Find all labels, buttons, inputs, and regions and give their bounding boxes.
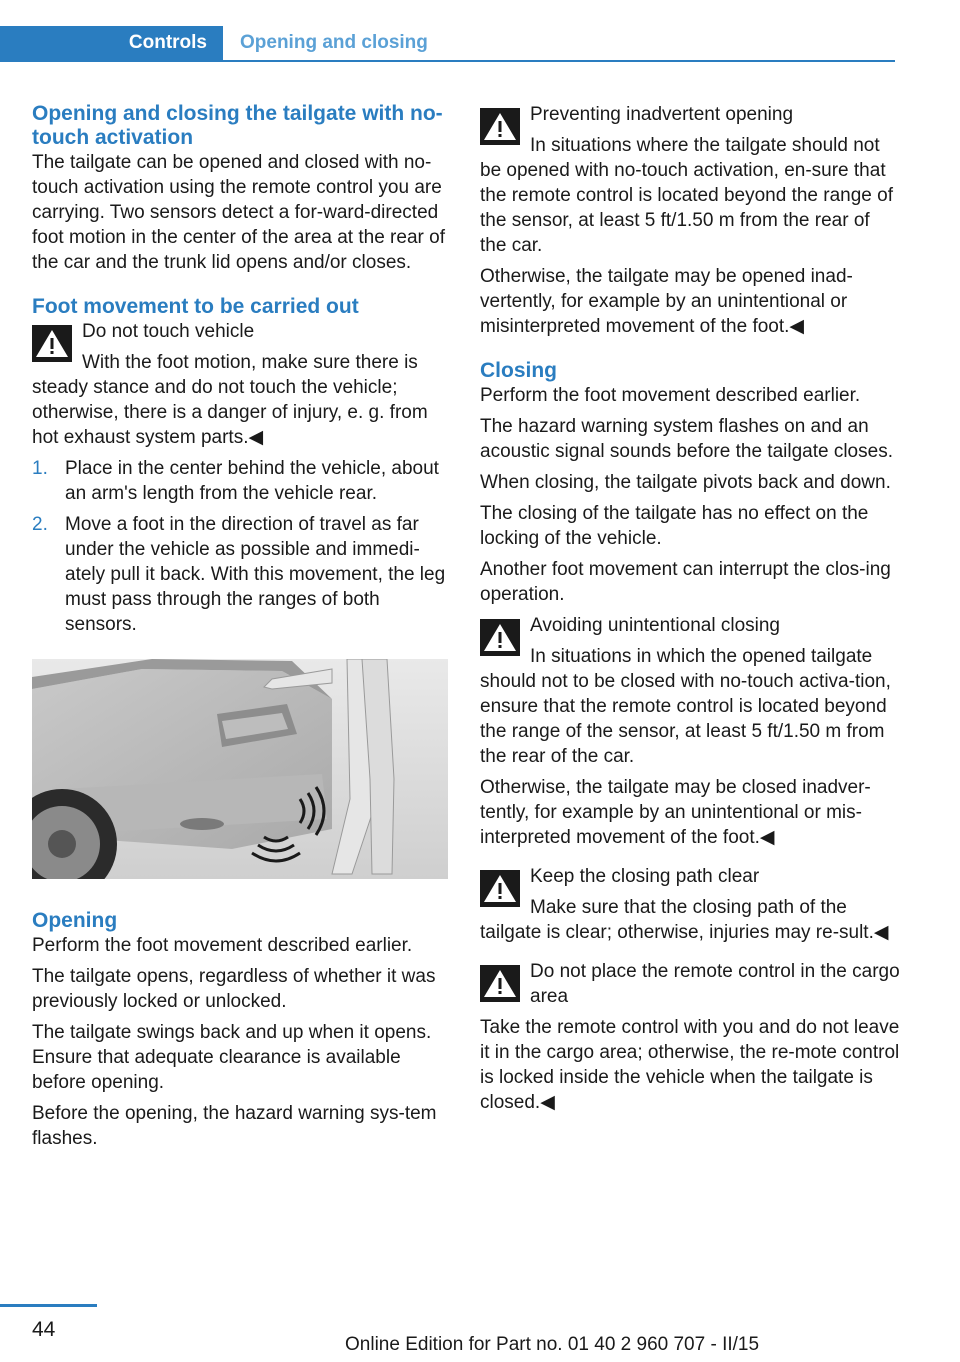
warning-title: Preventing inadvertent opening — [530, 104, 794, 125]
opening-paragraph: Perform the foot movement described earlier. — [32, 935, 413, 956]
closing-paragraph: Another foot movement can interrupt the clos‐ing operation. — [480, 559, 891, 605]
intro-paragraph: The tailgate can be opened and closed with no-touch activation using the remote control you are carrying. Two sensors detect a for‐ward-directed foot motion in the center of the area at the rear of the car and the trunk lid opens and/or closes. — [32, 152, 445, 273]
closing-heading: Closing — [480, 359, 557, 382]
opening-paragraph: Before the opening, the hazard warning sys‐tem flashes. — [32, 1103, 437, 1149]
warning-title: Do not place the remote control in the cargo area — [530, 961, 900, 1007]
opening-heading: Opening — [32, 909, 118, 932]
section-tab-controls[interactable]: Controls — [0, 26, 223, 60]
warning-do-not-touch — [32, 319, 452, 450]
closing-paragraph: When closing, the tailgate pivots back and down. — [480, 472, 891, 493]
warning-triangle-icon — [480, 965, 520, 1002]
closing-paragraph: The closing of the tailgate has no effect on the locking of the vehicle. — [480, 503, 869, 549]
warning-body: In situations where the tailgate should not be opened with no-touch activation, en‐sure that the remote control is located beyond the range of the sensor, at least 5 ft/1.50 m from the rear of the car. — [480, 135, 893, 256]
section-title: Opening and closing the tailgate with no-touch activation — [32, 102, 443, 149]
page-header — [0, 26, 895, 62]
foot-motion-illustration — [32, 659, 448, 879]
warning-title: Do not touch vehicle — [82, 321, 255, 342]
foot-movement-heading: Foot movement to be carried out — [32, 295, 359, 318]
opening-paragraph: The tailgate opens, regardless of whether it was previously locked or unlocked. — [32, 966, 436, 1012]
warning-triangle-icon — [480, 619, 520, 656]
warning-triangle-icon — [32, 325, 72, 362]
warning-triangle-icon — [480, 870, 520, 907]
steps-list — [32, 456, 452, 637]
list-item — [32, 456, 452, 506]
step-number: 1. — [32, 458, 48, 479]
footer-rule — [0, 1304, 97, 1307]
warning-body: Otherwise, the tailgate may be closed inadver‐tently, for example by an unintentional or mis‐interpreted movement of the foot.◀ — [480, 777, 871, 848]
warning-body: Take the remote control with you and do not leave it in the cargo area; otherwise, the re‐mote control is locked inside the vehicle when the tailgate is closed.◀ — [480, 1017, 900, 1113]
closing-paragraph: Perform the foot movement described earlier. — [480, 385, 861, 406]
left-column — [32, 102, 452, 1157]
opening-paragraph: The tailgate swings back and up when it opens. Ensure that adequate clearance is available before opening. — [32, 1022, 432, 1093]
warning-triangle-icon — [480, 108, 520, 145]
car-rear-illustration — [32, 659, 448, 879]
warning-closing-path — [480, 864, 900, 945]
warning-remote-cargo — [480, 959, 900, 1115]
warning-body: In situations in which the opened tailgate should not to be closed with no-touch activa‐tion, ensure that the remote control is located beyond the range of the sensor, at least 5 ft/1.50 m from the rear of the car. — [480, 646, 891, 767]
right-column — [480, 102, 900, 1121]
warning-preventing-opening — [480, 102, 900, 339]
warning-title: Keep the closing path clear — [530, 866, 760, 887]
step-text: Place in the center behind the vehicle, about an arm's length from the vehicle rear. — [65, 458, 439, 504]
warning-body: With the foot motion, make sure there is steady stance and do not touch the vehicle; otherwise, there is a danger of injury, e. g. from hot exhaust system parts.◀ — [32, 352, 428, 448]
warning-body: Otherwise, the tailgate may be opened inad‐vertently, for example by an unintentional or misinterpreted movement of the foot.◀ — [480, 266, 853, 337]
page-number: 44 — [32, 1318, 56, 1341]
warning-body: Make sure that the closing path of the tailgate is clear; otherwise, injuries may re‐sult.◀ — [480, 897, 889, 943]
edition-text: Online Edition for Part no. 01 40 2 960 707 - II/15 — [345, 1334, 760, 1355]
section-tab-opening-closing[interactable]: Opening and closing — [240, 32, 428, 53]
closing-paragraph: The hazard warning system flashes on and an acoustic signal sounds before the tailgate closes. — [480, 416, 893, 462]
warning-unintentional-closing — [480, 613, 900, 850]
step-text: Move a foot in the direction of travel as far under the vehicle as possible and immedi‐ately pull it back. With this movement, the leg must pass through the ranges of both sensors. — [65, 514, 446, 635]
header-rule — [0, 60, 895, 62]
list-item — [32, 512, 452, 637]
step-number: 2. — [32, 514, 48, 535]
warning-title: Avoiding unintentional closing — [530, 615, 780, 636]
